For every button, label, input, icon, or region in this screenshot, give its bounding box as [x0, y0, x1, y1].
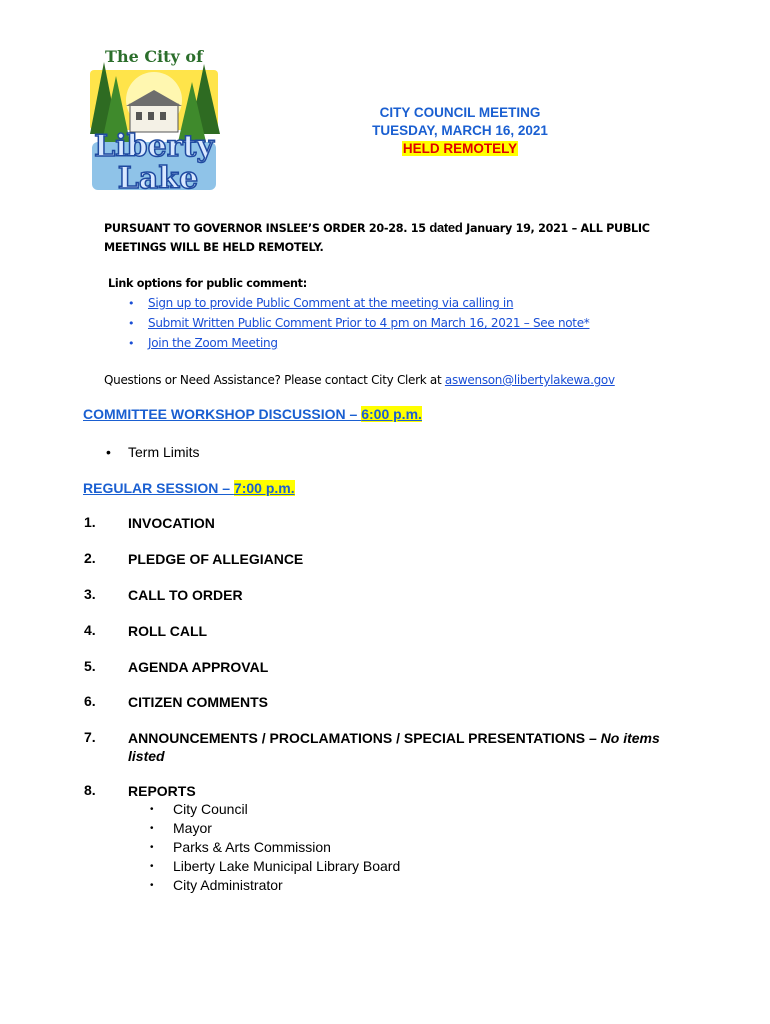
agenda-text: ROLL CALL — [128, 623, 208, 639]
pursuant-line2: MEETINGS WILL BE HELD REMOTELY. — [104, 241, 324, 254]
agenda-text: AGENDA APPROVAL — [128, 659, 269, 675]
meeting-date: TUESDAY, MARCH 16, 2021 — [372, 123, 548, 138]
agenda-text: REPORTS — [128, 783, 196, 799]
bullet-icon: • — [106, 444, 111, 460]
list-item — [128, 336, 590, 356]
reports-list — [150, 801, 400, 896]
written-comment-link[interactable]: Submit Written Public Comment Prior to 4 pm on March 16, 2021 – See note* — [148, 316, 590, 330]
list-item — [150, 820, 400, 839]
report-label: City Administrator — [173, 877, 283, 893]
agenda-number: 7. — [84, 729, 96, 745]
workshop-topic-label: Term Limits — [128, 444, 200, 460]
city-logo — [82, 42, 226, 196]
workshop-heading — [83, 406, 422, 422]
agenda-number: 1. — [84, 514, 96, 530]
logo-word-liberty: Liberty — [94, 129, 214, 164]
list-item — [150, 858, 400, 877]
agenda-text-wrap — [128, 729, 688, 765]
bullet-icon: • — [150, 842, 154, 853]
bullet-icon: • — [150, 823, 154, 834]
agenda-note: No items listed — [128, 730, 660, 764]
workshop-time: 6:00 p.m. — [361, 406, 422, 422]
list-item — [150, 877, 400, 896]
call-in-link[interactable]: Sign up to provide Public Comment at the meeting via calling in — [148, 296, 514, 310]
regular-session-heading — [83, 480, 295, 496]
regular-title: REGULAR SESSION – — [83, 480, 234, 496]
clerk-email-link[interactable]: aswenson@libertylakewa.gov — [444, 373, 615, 387]
workshop-title: COMMITTEE WORKSHOP DISCUSSION – — [83, 406, 362, 422]
logo-top-text: The City of — [105, 47, 203, 66]
report-label: Liberty Lake Municipal Library Board — [173, 858, 401, 874]
list-item — [128, 316, 590, 336]
workshop-topic — [106, 444, 200, 460]
agenda-number: 5. — [84, 658, 96, 674]
pursuant-part2: January 19, 2021 – ALL PUBLIC — [462, 222, 650, 235]
list-item — [150, 801, 400, 820]
agenda-text: PLEDGE OF ALLEGIANCE — [128, 551, 304, 567]
bullet-icon: • — [150, 880, 154, 891]
link-options-heading: Link options for public comment: — [108, 277, 307, 290]
meeting-mode — [290, 141, 630, 156]
regular-time: 7:00 p.m. — [233, 480, 295, 496]
bullet-icon: • — [128, 337, 135, 350]
link-options-list — [128, 296, 590, 356]
held-remotely-highlight: HELD REMOTELY — [402, 141, 518, 156]
list-item — [128, 296, 590, 316]
agenda-text: INVOCATION — [128, 515, 215, 531]
agenda-text: CITIZEN COMMENTS — [128, 694, 268, 710]
pursuant-part1: PURSUANT TO GOVERNOR INSLEE’S ORDER 20-28. 15 — [104, 222, 430, 235]
zoom-meeting-link[interactable]: Join the Zoom Meeting — [148, 336, 278, 350]
logo-word-lake: Lake — [117, 161, 199, 196]
questions-line — [104, 373, 615, 387]
bullet-icon: • — [128, 317, 135, 330]
questions-text: Questions or Need Assistance? Please contact City Clerk at — [104, 373, 445, 387]
report-label: Mayor — [173, 820, 212, 836]
agenda-text: CALL TO ORDER — [128, 587, 243, 603]
agenda-number: 4. — [84, 622, 96, 638]
bullet-icon: • — [150, 861, 154, 872]
list-item — [150, 839, 400, 858]
bullet-icon: • — [128, 297, 135, 310]
report-label: Parks & Arts Commission — [173, 839, 331, 855]
bullet-icon: • — [150, 804, 154, 815]
agenda-number: 6. — [84, 693, 96, 709]
agenda-number: 8. — [84, 782, 96, 798]
agenda-text: ANNOUNCEMENTS / PROCLAMATIONS / SPECIAL PRESENTATIONS – — [128, 730, 601, 746]
meeting-title: CITY COUNCIL MEETING — [379, 105, 541, 120]
agenda-number: 3. — [84, 586, 96, 602]
pursuant-dated: dated — [429, 220, 463, 235]
agenda-number: 2. — [84, 550, 96, 566]
pursuant-notice — [104, 218, 684, 257]
report-label: City Council — [173, 801, 248, 817]
